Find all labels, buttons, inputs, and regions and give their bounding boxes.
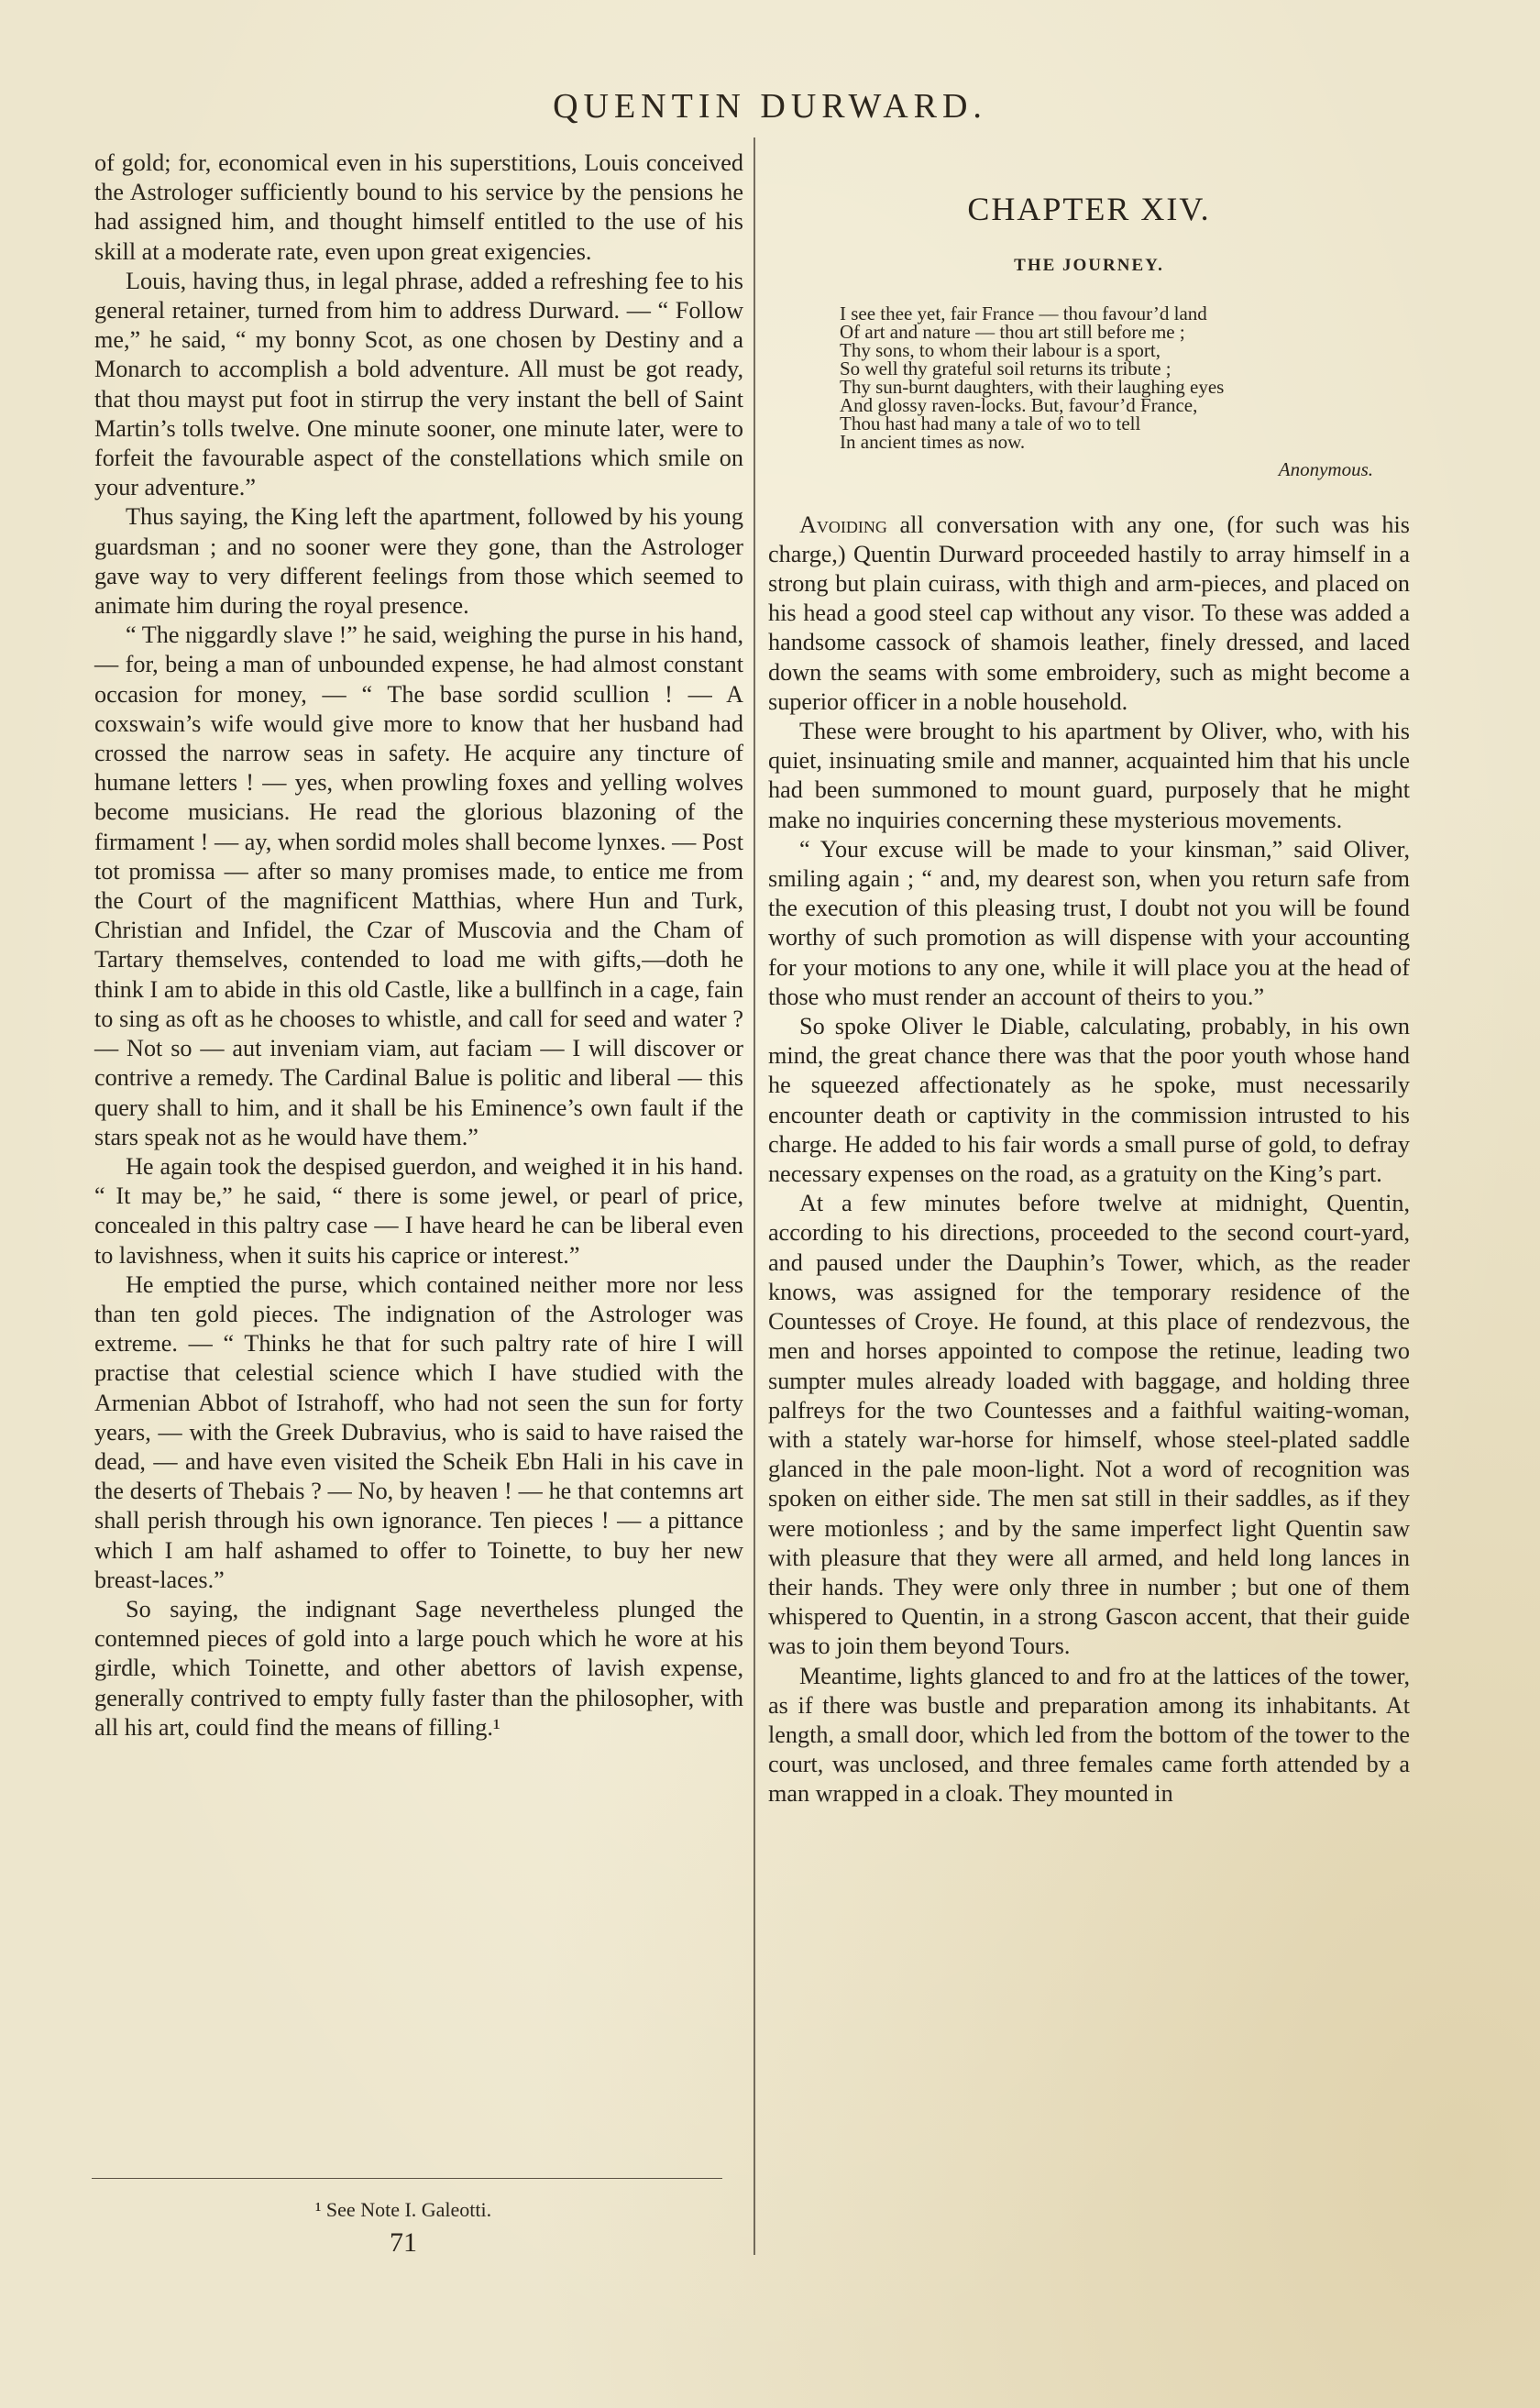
epigraph-line: Of art and nature — thou art still before me ; <box>840 321 1185 344</box>
epigraph-line: So well thy grateful soil returns its tribute ; <box>840 357 1172 380</box>
paragraph: Louis, having thus, in legal phrase, added a refreshing fee to his general retainer, turned from him to address Durward. — “ Follow me,” he said, “ my bonny Scot, as one chosen by Destiny and a Monarch to accomplish a bold adventure. All must be got ready, that thou mayst put foot in stirrup the very instant the bell of Saint Martin’s tolls twelve. One minute sooner, one minute later, were to forfeit the favourable aspect of the constellations which smile on your adventure.” <box>94 267 743 501</box>
paragraph: of gold; for, economical even in his superstitions, Louis conceived the Astrologer sufficiently bound to his service by the pensions he had assigned him, and thought himself entitled to the use of his skill at a moderate rate, even upon great exigencies. <box>94 149 743 265</box>
paragraph: At a few minutes before twelve at midnight, Quentin, according to his directions, proceeded to the second court-yard, and paused under the Dauphin’s Tower, which, as the reader knows, was assigned for the temporary residence of the Countesses of Croye. He found, at this place of rendezvous, the men and horses appointed to compose the retinue, leading two sumpter mules already loaded with baggage, and holding three palfreys for the two Countesses and a faithful waiting-woman, with a stately war-horse for himself, whose steel-plated saddle glanced in the pale moon-light. Not a word of recognition was spoken on either side. The men sat still in their saddles, as if they were motionless ; and by the same imperfect light Quentin saw with pleasure that they were all armed, and held long lances in their hands. They were only three in number ; but one of them whispered to Quentin, in a strong Gascon accent, that their guide was to join them beyond Tours. <box>768 1190 1410 1660</box>
right-column <box>768 148 1410 1809</box>
column-divider <box>754 137 755 2255</box>
epigraph-line: And glossy raven-locks. But, favour’d France, <box>840 394 1198 417</box>
paragraph: So spoke Oliver le Diable, calculating, probably, in his own mind, the great chance there was that the poor youth whose hand he squeezed affectionately as he spoke, must necessarily encounter death or captivity in the commission intrusted to his charge. He added to his fair words a small purse of gold, to defray necessary expenses on the road, as a gratuity on the King’s part. <box>768 1013 1410 1188</box>
paragraph: So saying, the indignant Sage nevertheless plunged the contemned pieces of gold into a large pouch which he wore at his girdle, which Toinette, and other abettors of lavish expense, generally contrived to empty fully faster than the philosopher, with all his art, could find the means of filling.¹ <box>94 1595 743 1741</box>
epigraph-attribution: Anonymous. <box>1278 458 1373 481</box>
paragraph: These were brought to his apartment by Oliver, who, with his quiet, insinuating smile and manner, acquainted him that his uncle had been summoned to mount guard, purposely that he might make no inquiries concerning these mysterious movements. <box>768 718 1410 833</box>
epigraph <box>840 302 1410 454</box>
paragraph: He again took the despised guerdon, and weighed it in his hand. “ It may be,” he said, “ there is some jewel, or pearl of price, concealed in this paltry case — I have heard he can be liberal even to lavishness, when it suits his caprice or interest.” <box>94 1152 743 1269</box>
epigraph-line: Thy sons, to whom their labour is a sport, <box>840 339 1160 362</box>
paragraph: “ Your excuse will be made to your kinsman,” said Oliver, smiling again ; “ and, my dearest son, when you return safe from the execution of this pleasing trust, I doubt not you will be found worthy of such promotion as will dispense with your accounting for your motions to any one, while it will place you at the head of those who must render an account of theirs to you.” <box>768 835 1410 1010</box>
opening-word: Avoiding <box>799 511 887 538</box>
epigraph-line: I see thee yet, fair France — thou favour’d land <box>840 302 1207 325</box>
paragraph: Meantime, lights glanced to and fro at the lattices of the tower, as if there was bustle and preparation among its inhabitants. At length, a small door, which led from the bottom of the tower to the court, was unclosed, and three females came forth attended by a man wrapped in a cloak. They mounted in <box>768 1662 1410 1808</box>
chapter-title: CHAPTER XIV. <box>967 191 1211 227</box>
left-column <box>94 148 743 1743</box>
epigraph-line: Thou hast had many a tale of wo to tell <box>840 412 1141 435</box>
paragraph: Thus saying, the King left the apartment, followed by his young guardsman ; and no sooner were they gone, than the Astrologer gave way to very different feelings from those which seemed to animate him during the royal presence. <box>94 503 743 620</box>
epigraph-line: In ancient times as now. <box>840 431 1026 454</box>
paragraph: “ The niggardly slave !” he said, weighing the purse in his hand,— for, being a man of unbounded expense, he had almost constant occasion for money, — “ The base sordid scullion ! — A coxswain’s wife would give more to know that her husband had crossed the narrow seas in safety. He acquire any tincture of humane letters ! — yes, when prowling foxes and yelling wolves become musicians. He read the glorious blazoning of the firmament ! — ay, when sordid moles shall become lynxes. — Post tot promissa — after so many promises made, to entice me from the Court of the magnificent Matthias, where Hun and Turk, Christian and Infidel, the Czar of Muscovia and the Cham of Tartary themselves, contended to load me with gifts,—doth he think I am to abide in this old Castle, like a bullfinch in a cage, fain to sing as oft as he chooses to whistle, and call for seed and water ? — Not so — aut inveniam viam, aut faciam — I will discover or contrive a remedy. The Cardinal Balue is politic and liberal — this query shall to him, and it shall be his Eminence’s own fault if the stars speak not as he would have them.” <box>94 621 743 1150</box>
footnote-rule <box>92 2178 722 2179</box>
opening-text: all conversation with any one, (for such was his charge,) Quentin Durward proceeded hastily to array himself in a strong but plain cuirass, with thigh and arm-pieces, and placed on his head a good steel cap without any visor. To these was added a handsome cassock of shamois leather, finely dressed, and laced down the seams with some embroidery, such as might become a superior officer in a noble household. <box>768 511 1410 715</box>
epigraph-line: Thy sun-burnt daughters, with their laughing eyes <box>840 376 1225 399</box>
page-number: 71 <box>390 2227 417 2258</box>
chapter-subtitle: THE JOURNEY. <box>1014 256 1164 276</box>
paragraph: He emptied the purse, which contained neither more nor less than ten gold pieces. The indignation of the Astrologer was extreme. — “ Thinks he that for such paltry rate of hire I will practise that celestial science which I have studied with the Armenian Abbot of Istrahoff, who had not seen the sun for forty years, — with the Greek Dubravius, who is said to have raised the dead, — and have even visited the Scheik Ebn Hali in his cave in the deserts of Thebais ? — No, by heaven ! — he that contemns art shall perish through his own ignorance. Ten pieces ! — a pittance which I am half ashamed to offer to Toinette, to buy her new breast-laces.” <box>94 1270 743 1593</box>
paragraph <box>768 511 1410 717</box>
running-title: QUENTIN DURWARD. <box>553 87 987 126</box>
footnote: ¹ See Note I. Galeotti. <box>314 2198 492 2221</box>
